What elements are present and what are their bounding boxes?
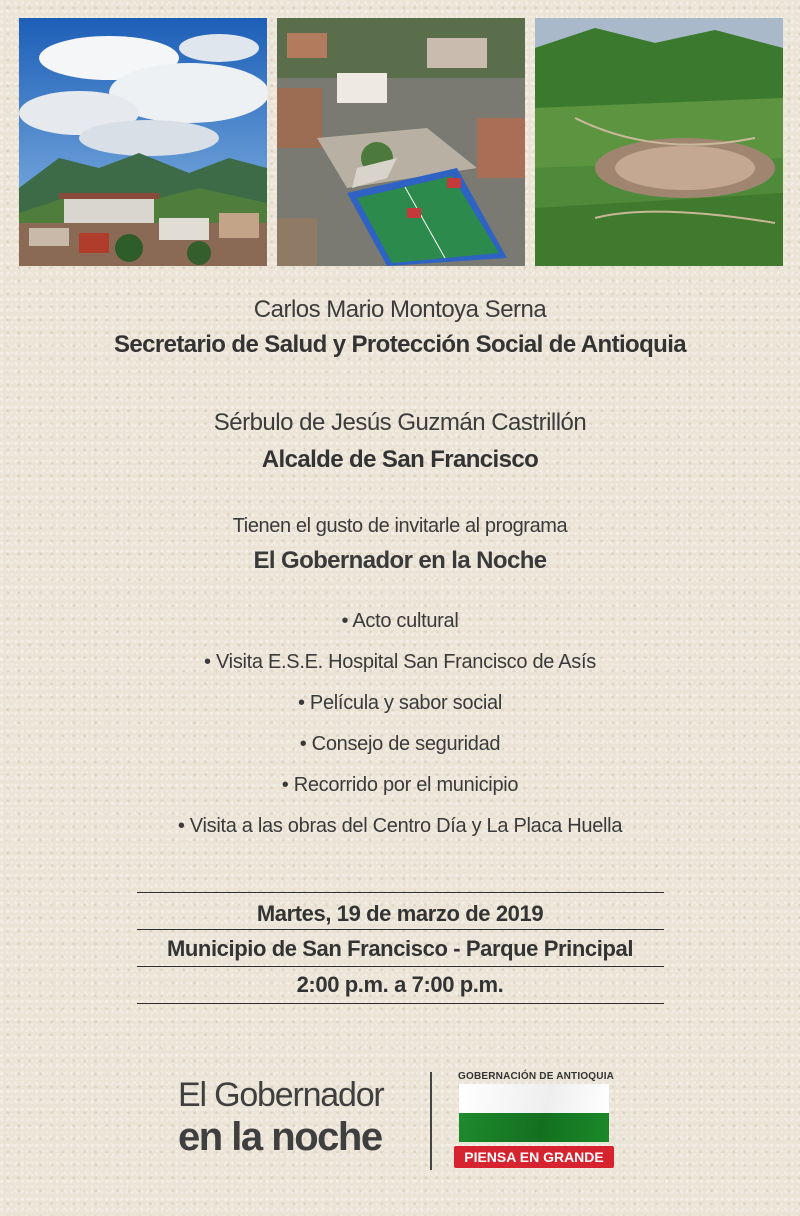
- slogan-badge: PIENSA EN GRANDE: [454, 1146, 614, 1168]
- antioquia-flag-icon: [459, 1084, 609, 1142]
- event-place: Municipio de San Francisco - Parque Principal: [166, 936, 634, 961]
- government-label: GOBERNACIÓN DE ANTIOQUIA: [458, 1071, 615, 1082]
- program-logo-line2: en la noche: [178, 1115, 382, 1159]
- host-2-name: Sérbulo de Jesús Guzmán Castrillón: [213, 409, 587, 436]
- valley-town-photo: [535, 18, 783, 266]
- agenda-item: • Visita a las obras del Centro Día y La Placa Huella: [177, 815, 623, 837]
- agenda-item: • Acto cultural: [341, 610, 459, 632]
- divider-line: [137, 966, 664, 967]
- program-logo: [178, 1076, 418, 1160]
- divider-line: [137, 1003, 664, 1004]
- agenda-item: • Recorrido por el municipio: [281, 774, 519, 796]
- host-1-name: Carlos Mario Montoya Serna: [253, 296, 547, 323]
- host-2-role: Alcalde de San Francisco: [261, 446, 539, 473]
- program-title: El Gobernador en la Noche: [253, 547, 547, 574]
- agenda-item: • Película y sabor social: [297, 692, 503, 714]
- logo-divider: [430, 1072, 432, 1170]
- divider-line: [137, 929, 664, 930]
- event-date: Martes, 19 de marzo de 2019: [256, 901, 544, 926]
- event-time: 2:00 p.m. a 7:00 p.m.: [296, 972, 504, 997]
- agenda-item: • Consejo de seguridad: [299, 733, 501, 755]
- aerial-plaza-photo: [277, 18, 525, 266]
- agenda-item: • Visita E.S.E. Hospital San Francisco de Asís: [204, 651, 596, 673]
- program-logo-line1: El Gobernador: [178, 1076, 384, 1114]
- invitation-text: Tienen el gusto de invitarle al programa: [232, 515, 568, 537]
- divider-line: [137, 892, 664, 893]
- host-1-role: Secretario de Salud y Protección Social de Antioquia: [113, 331, 687, 358]
- town-mountains-photo: [19, 18, 267, 266]
